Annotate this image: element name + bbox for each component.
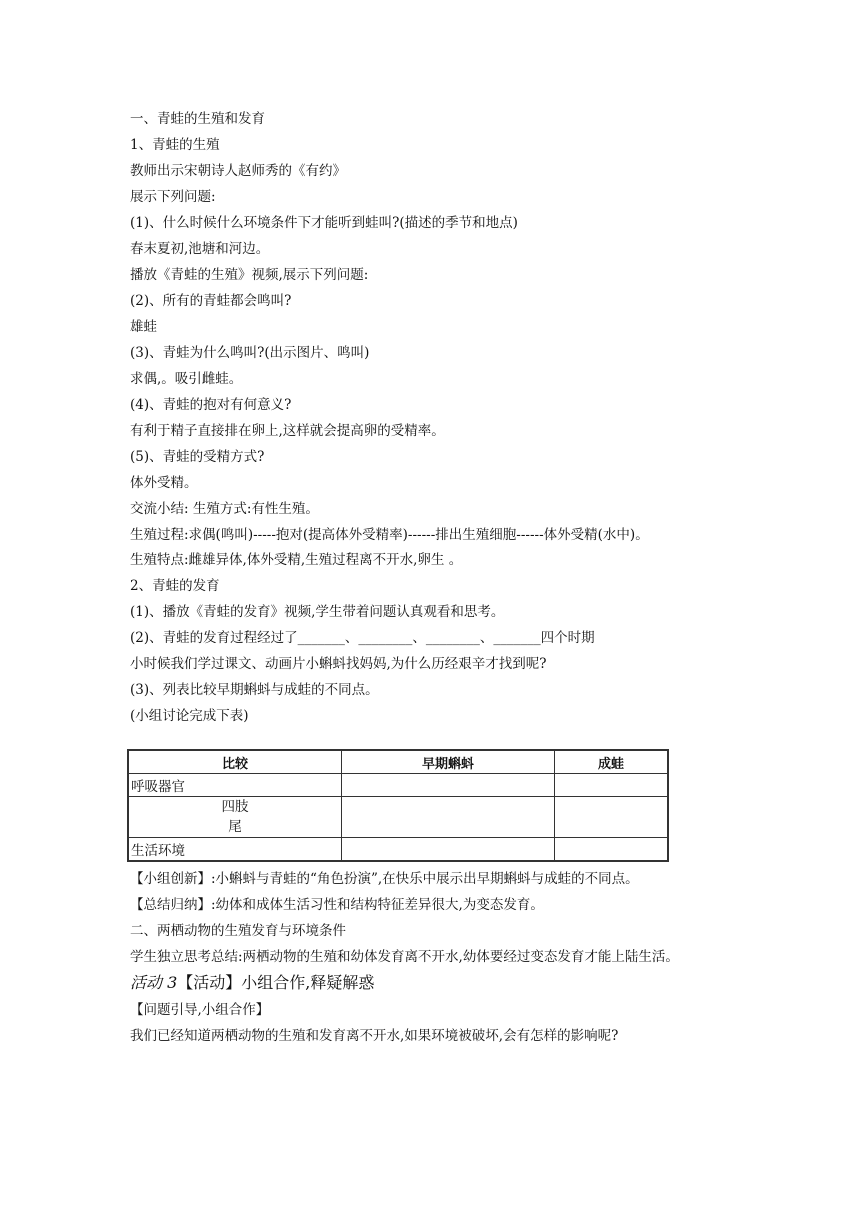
text-line: 小时候我们学过课文、动画片小蝌蚪找妈妈,为什么历经艰辛才找到呢?: [130, 656, 547, 672]
table-cell: 呼吸器官: [128, 774, 342, 797]
text-line: 教师出示宋朝诗人赵师秀的《有约》: [130, 163, 346, 179]
subheading-reproduction: 1、青蛙的生殖: [130, 137, 220, 153]
question-5: (5)、青蛙的受精方式?: [130, 449, 265, 465]
group-innovation: 【小组创新】:小蝌蚪与青蛙的“角色扮演”,在快乐中展示出早期蝌蚪与成蛙的不同点。: [130, 871, 639, 887]
table-header-row: [128, 750, 668, 774]
question-text: 我们已经知道两栖动物的生殖和发育离不开水,如果环境被破坏,会有怎样的影响呢?: [130, 1028, 619, 1044]
table-row: [128, 838, 668, 862]
table-cell: [342, 838, 555, 862]
activity-number: 活动 3: [130, 973, 178, 992]
table-header: 早期蝌蚪: [342, 750, 555, 774]
table-header: 成蛙: [555, 750, 669, 774]
answer-4: 有利于精子直接排在卵上,这样就会提高卵的受精率。: [130, 423, 445, 439]
text-line: 展示下列问题:: [130, 189, 216, 205]
table-cell: 生活环境: [128, 838, 342, 862]
student-summary: 学生独立思考总结:两栖动物的生殖和幼体发育离不开水,幼体要经过变态发育才能上陆生活。: [130, 949, 679, 965]
table-cell: [342, 774, 555, 797]
text-line: (1)、播放《青蛙的发育》视频,学生带着问题认真观看和思考。: [130, 604, 505, 620]
comparison-table: [127, 749, 669, 862]
fill-blank-line: (2)、青蛙的发育过程经过了_______、________、________、_______四个时期: [130, 630, 595, 646]
activity-title: 【活动】小组合作,释疑解惑: [177, 973, 375, 992]
table-cell-line: 四肢: [221, 799, 249, 815]
answer-3: 求偶,。吸引雌蛙。: [130, 371, 243, 387]
table-row: [128, 797, 668, 838]
summary-line: 交流小结: 生殖方式:有性生殖。: [130, 501, 319, 517]
question-3: (3)、青蛙为什么鸣叫?(出示图片、鸣叫): [130, 345, 370, 361]
question-4: (4)、青蛙的抱对有何意义?: [130, 397, 292, 413]
table-cell: [555, 797, 669, 838]
table-cell: [342, 797, 555, 838]
guidance-heading: 【问题引导,小组合作】: [130, 1002, 270, 1018]
table-header: 比较: [128, 750, 342, 774]
answer-5: 体外受精。: [130, 475, 198, 491]
table-cell: [128, 797, 342, 838]
answer-2: 雄蛙: [130, 319, 157, 335]
features-line: 生殖特点:雌雄异体,体外受精,生殖过程离不开水,卵生 。: [130, 552, 463, 568]
heading-section-1: 一、青蛙的生殖和发育: [130, 111, 265, 127]
text-line: 播放《青蛙的生殖》视频,展示下列问题:: [130, 267, 369, 283]
text-line: (小组讨论完成下表): [130, 708, 249, 724]
text-line: (3)、列表比较早期蝌蚪与成蛙的不同点。: [130, 682, 379, 698]
table-cell-line: 尾: [228, 819, 242, 835]
process-text: 生殖过程:求偶(鸣叫)-----抱对(提高体外受精率)------排出生殖细胞------体外受精(水中)。: [130, 527, 649, 543]
table-row: [128, 774, 668, 797]
table-cell: [555, 774, 669, 797]
answer-1: 春末夏初,池塘和河边。: [130, 241, 270, 257]
subheading-development: 2、青蛙的发育: [130, 578, 220, 594]
conclusion: 【总结归纳】:幼体和成体生活习性和结构特征差异很大,为变态发育。: [130, 897, 544, 913]
heading-section-2: 二、两栖动物的生殖发育与环境条件: [130, 923, 346, 939]
question-1: (1)、什么时候什么环境条件下才能听到蛙叫?(描述的季节和地点): [130, 215, 518, 231]
activity-heading: [130, 969, 732, 997]
document-body: [130, 106, 732, 1049]
table-cell: [555, 838, 669, 862]
question-2: (2)、所有的青蛙都会鸣叫?: [130, 293, 292, 309]
